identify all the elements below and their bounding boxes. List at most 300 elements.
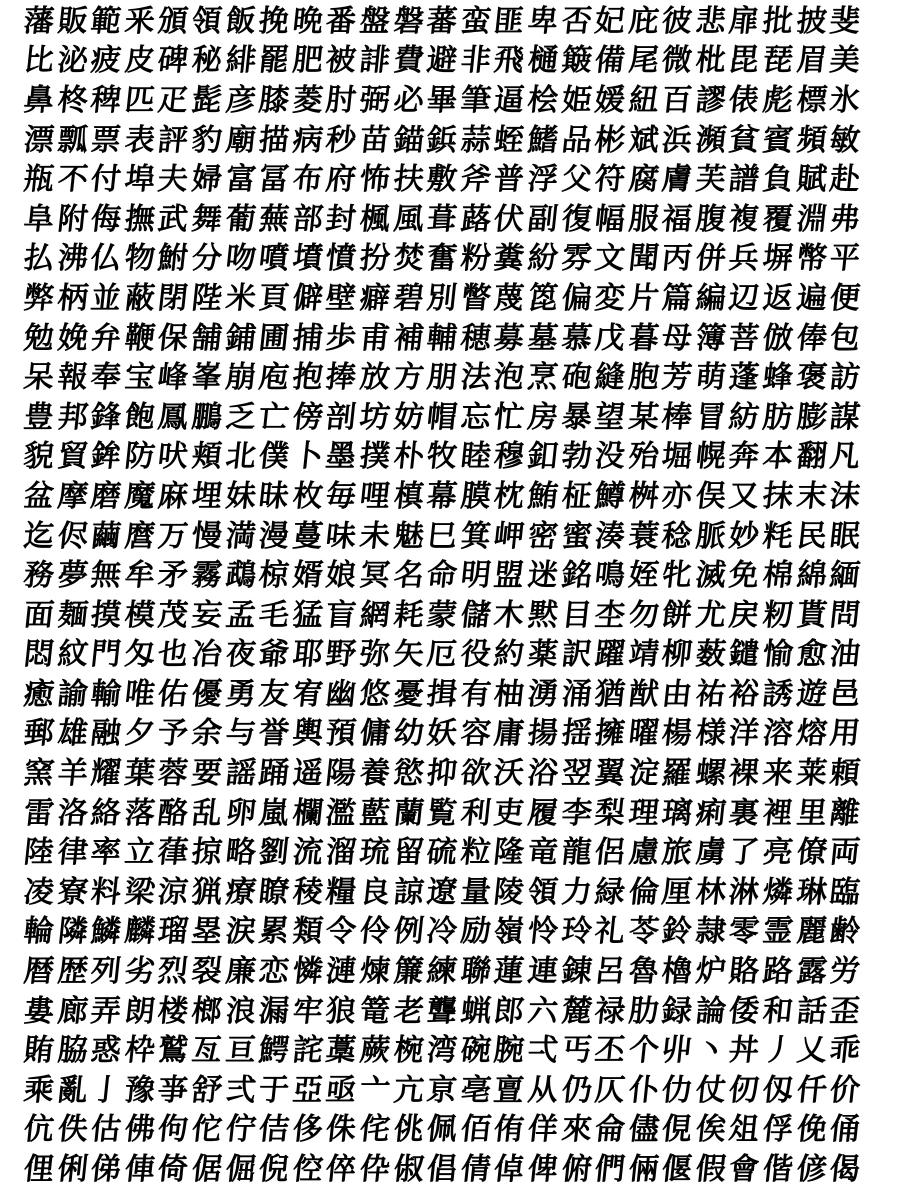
kanji-glyph: 蛮 bbox=[458, 3, 493, 39]
kanji-glyph: 遍 bbox=[794, 280, 829, 316]
kanji-glyph: 秒 bbox=[324, 122, 359, 158]
kanji-glyph: 猶 bbox=[593, 676, 627, 712]
kanji-glyph: 余 bbox=[189, 716, 224, 752]
kanji-glyph: 暮 bbox=[626, 320, 661, 356]
kanji-glyph: 来 bbox=[761, 756, 795, 792]
kanji-glyph: 碑 bbox=[156, 43, 191, 79]
kanji-glyph: 彬 bbox=[593, 122, 627, 158]
kanji-glyph: 鋪 bbox=[223, 320, 258, 356]
kanji-glyph: 妄 bbox=[189, 597, 224, 633]
kanji-glyph: 弁 bbox=[89, 320, 123, 356]
kanji-glyph: 粍 bbox=[761, 518, 795, 554]
kanji-glyph: 迄 bbox=[22, 518, 56, 554]
kanji-glyph: 龍 bbox=[559, 835, 594, 871]
kanji-glyph: 仭 bbox=[761, 1072, 795, 1108]
kanji-glyph: 亂 bbox=[55, 1072, 90, 1108]
kanji-glyph: 蔽 bbox=[122, 280, 157, 316]
kanji-glyph: 万 bbox=[156, 518, 191, 554]
kanji-glyph: 飽 bbox=[122, 399, 157, 435]
kanji-glyph: 範 bbox=[89, 3, 123, 39]
kanji-glyph: 兵 bbox=[727, 241, 762, 277]
kanji-glyph: 票 bbox=[89, 122, 123, 158]
kanji-glyph: 複 bbox=[727, 201, 762, 237]
kanji-glyph: 佚 bbox=[55, 1112, 90, 1148]
glyph-row bbox=[22, 596, 896, 636]
kanji-glyph: 摸 bbox=[89, 597, 123, 633]
kanji-glyph: 俤 bbox=[89, 1152, 123, 1188]
kanji-glyph: 約 bbox=[492, 637, 527, 673]
kanji-glyph: 負 bbox=[761, 162, 795, 198]
kanji-glyph: 予 bbox=[156, 716, 191, 752]
kanji-glyph: 亊 bbox=[156, 1072, 191, 1108]
kanji-glyph: 漫 bbox=[257, 518, 291, 554]
kanji-glyph: 濫 bbox=[324, 795, 359, 831]
kanji-glyph: 涼 bbox=[156, 874, 191, 910]
kanji-glyph: 福 bbox=[660, 201, 694, 237]
kanji-glyph: 腹 bbox=[693, 201, 728, 237]
kanji-glyph: 尤 bbox=[693, 597, 728, 633]
glyph-row bbox=[22, 794, 896, 834]
kanji-glyph: 麺 bbox=[55, 597, 90, 633]
kanji-glyph: 赴 bbox=[828, 162, 862, 198]
kanji-glyph: 揖 bbox=[425, 676, 459, 712]
kanji-glyph: 俟 bbox=[693, 1112, 728, 1148]
kanji-glyph: 並 bbox=[89, 280, 123, 316]
kanji-glyph: 舗 bbox=[189, 320, 224, 356]
kanji-glyph: 俾 bbox=[525, 1152, 560, 1188]
kanji-glyph: 櫓 bbox=[660, 954, 694, 990]
kanji-glyph: 遥 bbox=[290, 756, 325, 792]
kanji-glyph: 焚 bbox=[391, 241, 426, 277]
kanji-glyph: 労 bbox=[828, 954, 862, 990]
kanji-glyph: 穆 bbox=[492, 439, 527, 475]
kanji-glyph: 壁 bbox=[324, 280, 359, 316]
kanji-glyph: 備 bbox=[593, 43, 627, 79]
kanji-glyph: 瑠 bbox=[156, 914, 191, 950]
kanji-glyph: 覆 bbox=[761, 201, 795, 237]
kanji-glyph: 佛 bbox=[122, 1112, 157, 1148]
kanji-glyph: 俣 bbox=[693, 478, 728, 514]
kanji-glyph: 簿 bbox=[693, 320, 728, 356]
kanji-glyph: 亢 bbox=[391, 1072, 426, 1108]
kanji-glyph: 亙 bbox=[189, 1033, 224, 1069]
kanji-glyph: 鈴 bbox=[660, 914, 694, 950]
kanji-glyph: 舒 bbox=[189, 1072, 224, 1108]
kanji-glyph: 薬 bbox=[525, 637, 560, 673]
kanji-glyph: 麓 bbox=[559, 993, 594, 1029]
kanji-glyph: 牟 bbox=[122, 558, 157, 594]
kanji-glyph: 輪 bbox=[22, 914, 56, 950]
kanji-glyph: 隆 bbox=[492, 835, 527, 871]
kanji-glyph: 倅 bbox=[324, 1152, 359, 1188]
kanji-glyph: 勃 bbox=[559, 439, 594, 475]
kanji-glyph: 乱 bbox=[189, 795, 224, 831]
kanji-glyph: 槙 bbox=[391, 478, 426, 514]
kanji-glyph: 満 bbox=[223, 518, 258, 554]
kanji-glyph: 琉 bbox=[357, 835, 392, 871]
kanji-glyph: 侈 bbox=[290, 1112, 325, 1148]
kanji-glyph: 琳 bbox=[794, 874, 829, 910]
kanji-glyph: 有 bbox=[458, 676, 493, 712]
kanji-glyph: 楼 bbox=[156, 993, 191, 1029]
kanji-glyph: 胞 bbox=[626, 360, 661, 396]
kanji-glyph: 慕 bbox=[559, 320, 594, 356]
kanji-glyph: 包 bbox=[828, 320, 862, 356]
kanji-glyph: 油 bbox=[828, 637, 862, 673]
kanji-glyph: 涌 bbox=[559, 676, 594, 712]
kanji-glyph: 麻 bbox=[156, 478, 191, 514]
kanji-glyph: 藍 bbox=[357, 795, 392, 831]
kanji-glyph: 涙 bbox=[223, 914, 258, 950]
kanji-glyph: 鮒 bbox=[156, 241, 191, 277]
kanji-glyph: 阜 bbox=[22, 201, 56, 237]
kanji-glyph: 魅 bbox=[391, 518, 426, 554]
kanji-glyph: 糞 bbox=[492, 241, 527, 277]
kanji-glyph: 錨 bbox=[391, 122, 426, 158]
kanji-glyph: 勉 bbox=[22, 320, 56, 356]
kanji-glyph: 疋 bbox=[156, 82, 191, 118]
kanji-glyph: 連 bbox=[525, 954, 560, 990]
kanji-glyph: 侘 bbox=[357, 1112, 392, 1148]
kanji-glyph: 夫 bbox=[156, 162, 191, 198]
kanji-glyph: 風 bbox=[391, 201, 426, 237]
kanji-glyph: 麗 bbox=[794, 914, 829, 950]
kanji-glyph: 閉 bbox=[156, 280, 191, 316]
kanji-glyph: 麿 bbox=[122, 518, 157, 554]
kanji-glyph: 侖 bbox=[593, 1112, 627, 1148]
kanji-glyph: 品 bbox=[559, 122, 594, 158]
kanji-glyph: 倥 bbox=[290, 1152, 325, 1188]
kanji-glyph: 披 bbox=[794, 3, 829, 39]
kanji-glyph: 封 bbox=[324, 201, 359, 237]
kanji-glyph: 甫 bbox=[357, 320, 392, 356]
kanji-glyph: 于 bbox=[257, 1072, 291, 1108]
kanji-glyph: 問 bbox=[828, 597, 862, 633]
kanji-glyph: 枚 bbox=[290, 478, 325, 514]
kanji-glyph: 扮 bbox=[357, 241, 392, 277]
kanji-glyph: 釆 bbox=[122, 3, 157, 39]
kanji-glyph: 了 bbox=[727, 835, 762, 871]
kanji-glyph: 謡 bbox=[223, 756, 258, 792]
kanji-glyph: 冥 bbox=[357, 558, 392, 594]
kanji-glyph: 侭 bbox=[55, 518, 90, 554]
kanji-glyph: 鑓 bbox=[727, 637, 762, 673]
kanji-glyph: 梨 bbox=[593, 795, 627, 831]
kanji-glyph: 偈 bbox=[828, 1152, 862, 1188]
kanji-glyph: 報 bbox=[55, 360, 90, 396]
kanji-glyph: 吏 bbox=[492, 795, 527, 831]
kanji-glyph: 儲 bbox=[458, 597, 493, 633]
kanji-glyph: 匁 bbox=[122, 637, 157, 673]
kanji-glyph: 縫 bbox=[593, 360, 627, 396]
kanji-glyph: 流 bbox=[290, 835, 325, 871]
kanji-glyph: 目 bbox=[559, 597, 594, 633]
kanji-glyph: 仞 bbox=[727, 1072, 762, 1108]
kanji-glyph: 鋒 bbox=[89, 399, 123, 435]
kanji-glyph: 傍 bbox=[290, 399, 325, 435]
kanji-glyph: 燐 bbox=[761, 874, 795, 910]
kanji-glyph: 鷲 bbox=[156, 1033, 191, 1069]
kanji-glyph: 肪 bbox=[761, 399, 795, 435]
kanji-glyph: 逼 bbox=[492, 82, 527, 118]
kanji-glyph: 篇 bbox=[660, 280, 694, 316]
kanji-glyph: 姪 bbox=[626, 558, 661, 594]
kanji-glyph: 憂 bbox=[391, 676, 426, 712]
kanji-glyph: 藩 bbox=[22, 3, 56, 39]
kanji-glyph: 鳳 bbox=[156, 399, 191, 435]
kanji-glyph: 榔 bbox=[189, 993, 224, 1029]
kanji-glyph: 奉 bbox=[89, 360, 123, 396]
kanji-glyph: 眠 bbox=[828, 518, 862, 554]
kanji-glyph: 偕 bbox=[761, 1152, 795, 1188]
kanji-glyph: 命 bbox=[425, 558, 459, 594]
kanji-glyph: 優 bbox=[189, 676, 224, 712]
kanji-glyph: 敏 bbox=[828, 122, 862, 158]
kanji-glyph: 箆 bbox=[525, 280, 560, 316]
kanji-glyph: 洛 bbox=[55, 795, 90, 831]
kanji-glyph: 鰭 bbox=[525, 122, 560, 158]
kanji-glyph: 便 bbox=[828, 280, 862, 316]
kanji-glyph: 盲 bbox=[324, 597, 359, 633]
kanji-glyph: 洋 bbox=[727, 716, 762, 752]
kanji-glyph: 鼻 bbox=[22, 82, 56, 118]
kanji-glyph: 蓉 bbox=[156, 756, 191, 792]
kanji-glyph: 陸 bbox=[22, 835, 56, 871]
kanji-glyph: 夜 bbox=[223, 637, 258, 673]
kanji-glyph: 利 bbox=[458, 795, 493, 831]
kanji-glyph: 貿 bbox=[55, 439, 90, 475]
kanji-glyph: 碗 bbox=[458, 1033, 493, 1069]
kanji-glyph: 膝 bbox=[257, 82, 291, 118]
kanji-glyph: 箕 bbox=[458, 518, 493, 554]
kanji-glyph: 礼 bbox=[593, 914, 627, 950]
kanji-glyph: 揚 bbox=[525, 716, 560, 752]
glyph-row bbox=[22, 200, 896, 240]
kanji-glyph: 倩 bbox=[458, 1152, 493, 1188]
kanji-glyph: 門 bbox=[89, 637, 123, 673]
kanji-glyph: 房 bbox=[525, 399, 560, 435]
kanji-glyph: 侶 bbox=[593, 835, 627, 871]
kanji-glyph: 鱗 bbox=[89, 914, 123, 950]
kanji-glyph: 匪 bbox=[492, 3, 527, 39]
kanji-glyph: 彼 bbox=[660, 3, 694, 39]
kanji-glyph: 霧 bbox=[189, 558, 224, 594]
kanji-glyph: 郵 bbox=[22, 716, 56, 752]
kanji-glyph: 平 bbox=[828, 241, 862, 277]
kanji-glyph: 豫 bbox=[122, 1072, 157, 1108]
kanji-glyph: 乏 bbox=[223, 399, 258, 435]
kanji-glyph: 葺 bbox=[425, 201, 459, 237]
kanji-glyph: 詫 bbox=[290, 1033, 325, 1069]
kanji-glyph: 戻 bbox=[727, 597, 762, 633]
kanji-glyph: 庖 bbox=[257, 360, 291, 396]
kanji-glyph: 瞭 bbox=[257, 874, 291, 910]
kanji-glyph: 歴 bbox=[55, 954, 90, 990]
kanji-glyph: 湾 bbox=[425, 1033, 459, 1069]
kanji-glyph: 靖 bbox=[626, 637, 661, 673]
kanji-glyph: 末 bbox=[794, 478, 829, 514]
kanji-glyph: 北 bbox=[223, 439, 258, 475]
kanji-glyph: 劉 bbox=[257, 835, 291, 871]
kanji-glyph: 弗 bbox=[828, 201, 862, 237]
kanji-glyph: 遼 bbox=[425, 874, 459, 910]
kanji-glyph: 盤 bbox=[357, 3, 392, 39]
kanji-glyph: 率 bbox=[89, 835, 123, 871]
kanji-glyph: 密 bbox=[525, 518, 560, 554]
kanji-glyph: 估 bbox=[89, 1112, 123, 1148]
kanji-glyph: 仏 bbox=[89, 241, 123, 277]
kanji-glyph: 仍 bbox=[559, 1072, 594, 1108]
kanji-glyph: 文 bbox=[593, 241, 627, 277]
glyph-row bbox=[22, 1031, 896, 1071]
kanji-glyph: 柄 bbox=[55, 280, 90, 316]
kanji-glyph: 淀 bbox=[626, 756, 661, 792]
kanji-glyph: 倣 bbox=[761, 320, 795, 356]
glyph-row bbox=[22, 160, 896, 200]
kanji-glyph: 要 bbox=[189, 756, 224, 792]
kanji-glyph: 諭 bbox=[55, 676, 90, 712]
kanji-glyph: 罷 bbox=[257, 43, 291, 79]
kanji-glyph: 亟 bbox=[324, 1072, 359, 1108]
kanji-glyph: 憐 bbox=[290, 954, 325, 990]
kanji-glyph: 父 bbox=[559, 162, 594, 198]
kanji-glyph: 厄 bbox=[425, 637, 459, 673]
kanji-glyph: 批 bbox=[761, 3, 795, 39]
kanji-glyph: 苓 bbox=[626, 914, 661, 950]
kanji-glyph: 領 bbox=[189, 3, 224, 39]
kanji-glyph: 沸 bbox=[55, 241, 90, 277]
kanji-glyph: 練 bbox=[425, 954, 459, 990]
kanji-glyph: 稜 bbox=[290, 874, 325, 910]
glyph-row bbox=[22, 42, 896, 82]
kanji-glyph: 鵡 bbox=[223, 558, 258, 594]
kanji-glyph: 斌 bbox=[626, 122, 661, 158]
kanji-glyph: 旅 bbox=[660, 835, 694, 871]
kanji-glyph: 枇 bbox=[693, 43, 728, 79]
kanji-glyph: 富 bbox=[223, 162, 258, 198]
kanji-glyph: 奔 bbox=[727, 439, 762, 475]
kanji-glyph: 亦 bbox=[660, 478, 694, 514]
kanji-glyph: 孟 bbox=[223, 597, 258, 633]
kanji-glyph: 棒 bbox=[660, 399, 694, 435]
kanji-glyph: 鋲 bbox=[425, 122, 459, 158]
glyph-row bbox=[22, 873, 896, 913]
kanji-glyph: 朗 bbox=[122, 993, 157, 1029]
kanji-glyph: 泡 bbox=[492, 360, 527, 396]
kanji-glyph: 氷 bbox=[828, 82, 862, 118]
kanji-glyph: 話 bbox=[794, 993, 829, 1029]
kanji-glyph: 乘 bbox=[22, 1072, 56, 1108]
kanji-glyph: 揺 bbox=[559, 716, 594, 752]
kanji-glyph: 會 bbox=[727, 1152, 762, 1188]
kanji-glyph: 募 bbox=[492, 320, 527, 356]
kanji-glyph: 淵 bbox=[794, 201, 829, 237]
kanji-glyph: 舞 bbox=[189, 201, 224, 237]
kanji-glyph: 望 bbox=[593, 399, 627, 435]
kanji-glyph: 表 bbox=[122, 122, 157, 158]
glyph-row bbox=[22, 2, 896, 42]
kanji-glyph: 萌 bbox=[693, 360, 728, 396]
kanji-glyph: 磐 bbox=[391, 3, 426, 39]
kanji-glyph: 融 bbox=[89, 716, 123, 752]
kanji-glyph: 乂 bbox=[794, 1033, 829, 1069]
kanji-glyph: 保 bbox=[156, 320, 191, 356]
kanji-glyph: 両 bbox=[828, 835, 862, 871]
kanji-glyph: 簸 bbox=[559, 43, 594, 79]
kanji-glyph: 料 bbox=[89, 874, 123, 910]
kanji-glyph: 誹 bbox=[357, 43, 392, 79]
kanji-glyph: 廟 bbox=[223, 122, 258, 158]
kanji-glyph: 肋 bbox=[626, 993, 661, 1029]
kanji-glyph: 鞭 bbox=[122, 320, 157, 356]
kanji-glyph: 媛 bbox=[593, 82, 627, 118]
kanji-glyph: 宥 bbox=[290, 676, 325, 712]
kanji-glyph: 六 bbox=[525, 993, 560, 1029]
kanji-glyph: 蒜 bbox=[458, 122, 493, 158]
kanji-glyph: 微 bbox=[660, 43, 694, 79]
kanji-glyph: 凡 bbox=[828, 439, 862, 475]
kanji-glyph: 摩 bbox=[55, 478, 90, 514]
kanji-glyph: 奮 bbox=[425, 241, 459, 277]
kanji-glyph: 邑 bbox=[828, 676, 862, 712]
kanji-glyph: 籾 bbox=[761, 597, 795, 633]
kanji-glyph: 俵 bbox=[727, 82, 762, 118]
kanji-glyph: 幼 bbox=[391, 716, 426, 752]
kanji-glyph: 評 bbox=[156, 122, 191, 158]
kanji-glyph: 椀 bbox=[391, 1033, 426, 1069]
kanji-glyph: 耗 bbox=[391, 597, 426, 633]
kanji-glyph: 飯 bbox=[223, 3, 258, 39]
kanji-glyph: 禄 bbox=[593, 993, 627, 1029]
kanji-glyph: 玲 bbox=[559, 914, 594, 950]
kanji-glyph: 離 bbox=[828, 795, 862, 831]
kanji-glyph: 雷 bbox=[22, 795, 56, 831]
kanji-glyph: 貧 bbox=[727, 122, 762, 158]
kanji-glyph: 必 bbox=[391, 82, 426, 118]
kanji-glyph: 蓬 bbox=[727, 360, 762, 396]
kanji-glyph: 郎 bbox=[492, 993, 527, 1029]
kanji-glyph: 扉 bbox=[727, 3, 762, 39]
kanji-glyph: 未 bbox=[357, 518, 392, 554]
kanji-glyph: 方 bbox=[391, 360, 426, 396]
kanji-glyph: 武 bbox=[156, 201, 191, 237]
kanji-glyph: 穂 bbox=[458, 320, 493, 356]
kanji-glyph: 謀 bbox=[828, 399, 862, 435]
kanji-glyph: 模 bbox=[122, 597, 157, 633]
kanji-glyph: 俚 bbox=[22, 1152, 56, 1188]
kanji-glyph: 妃 bbox=[593, 3, 627, 39]
kanji-glyph: 漏 bbox=[257, 993, 291, 1029]
kanji-glyph: 編 bbox=[693, 280, 728, 316]
kanji-glyph: 姫 bbox=[559, 82, 594, 118]
kanji-glyph: 服 bbox=[626, 201, 661, 237]
kanji-glyph: 昧 bbox=[257, 478, 291, 514]
kanji-glyph: 販 bbox=[55, 3, 90, 39]
kanji-glyph: 魔 bbox=[122, 478, 157, 514]
kanji-glyph: 嵐 bbox=[257, 795, 291, 831]
kanji-glyph: 賦 bbox=[794, 162, 829, 198]
kanji-glyph: 窯 bbox=[22, 756, 56, 792]
kanji-glyph: 戊 bbox=[593, 320, 627, 356]
kanji-glyph: 零 bbox=[727, 914, 762, 950]
kanji-glyph: 補 bbox=[391, 320, 426, 356]
kanji-glyph: 諒 bbox=[391, 874, 426, 910]
kanji-glyph: 浪 bbox=[223, 993, 258, 1029]
kanji-glyph: 丼 bbox=[727, 1033, 762, 1069]
kanji-glyph: 峰 bbox=[156, 360, 191, 396]
glyph-row bbox=[22, 754, 896, 794]
kanji-glyph: 量 bbox=[458, 874, 493, 910]
